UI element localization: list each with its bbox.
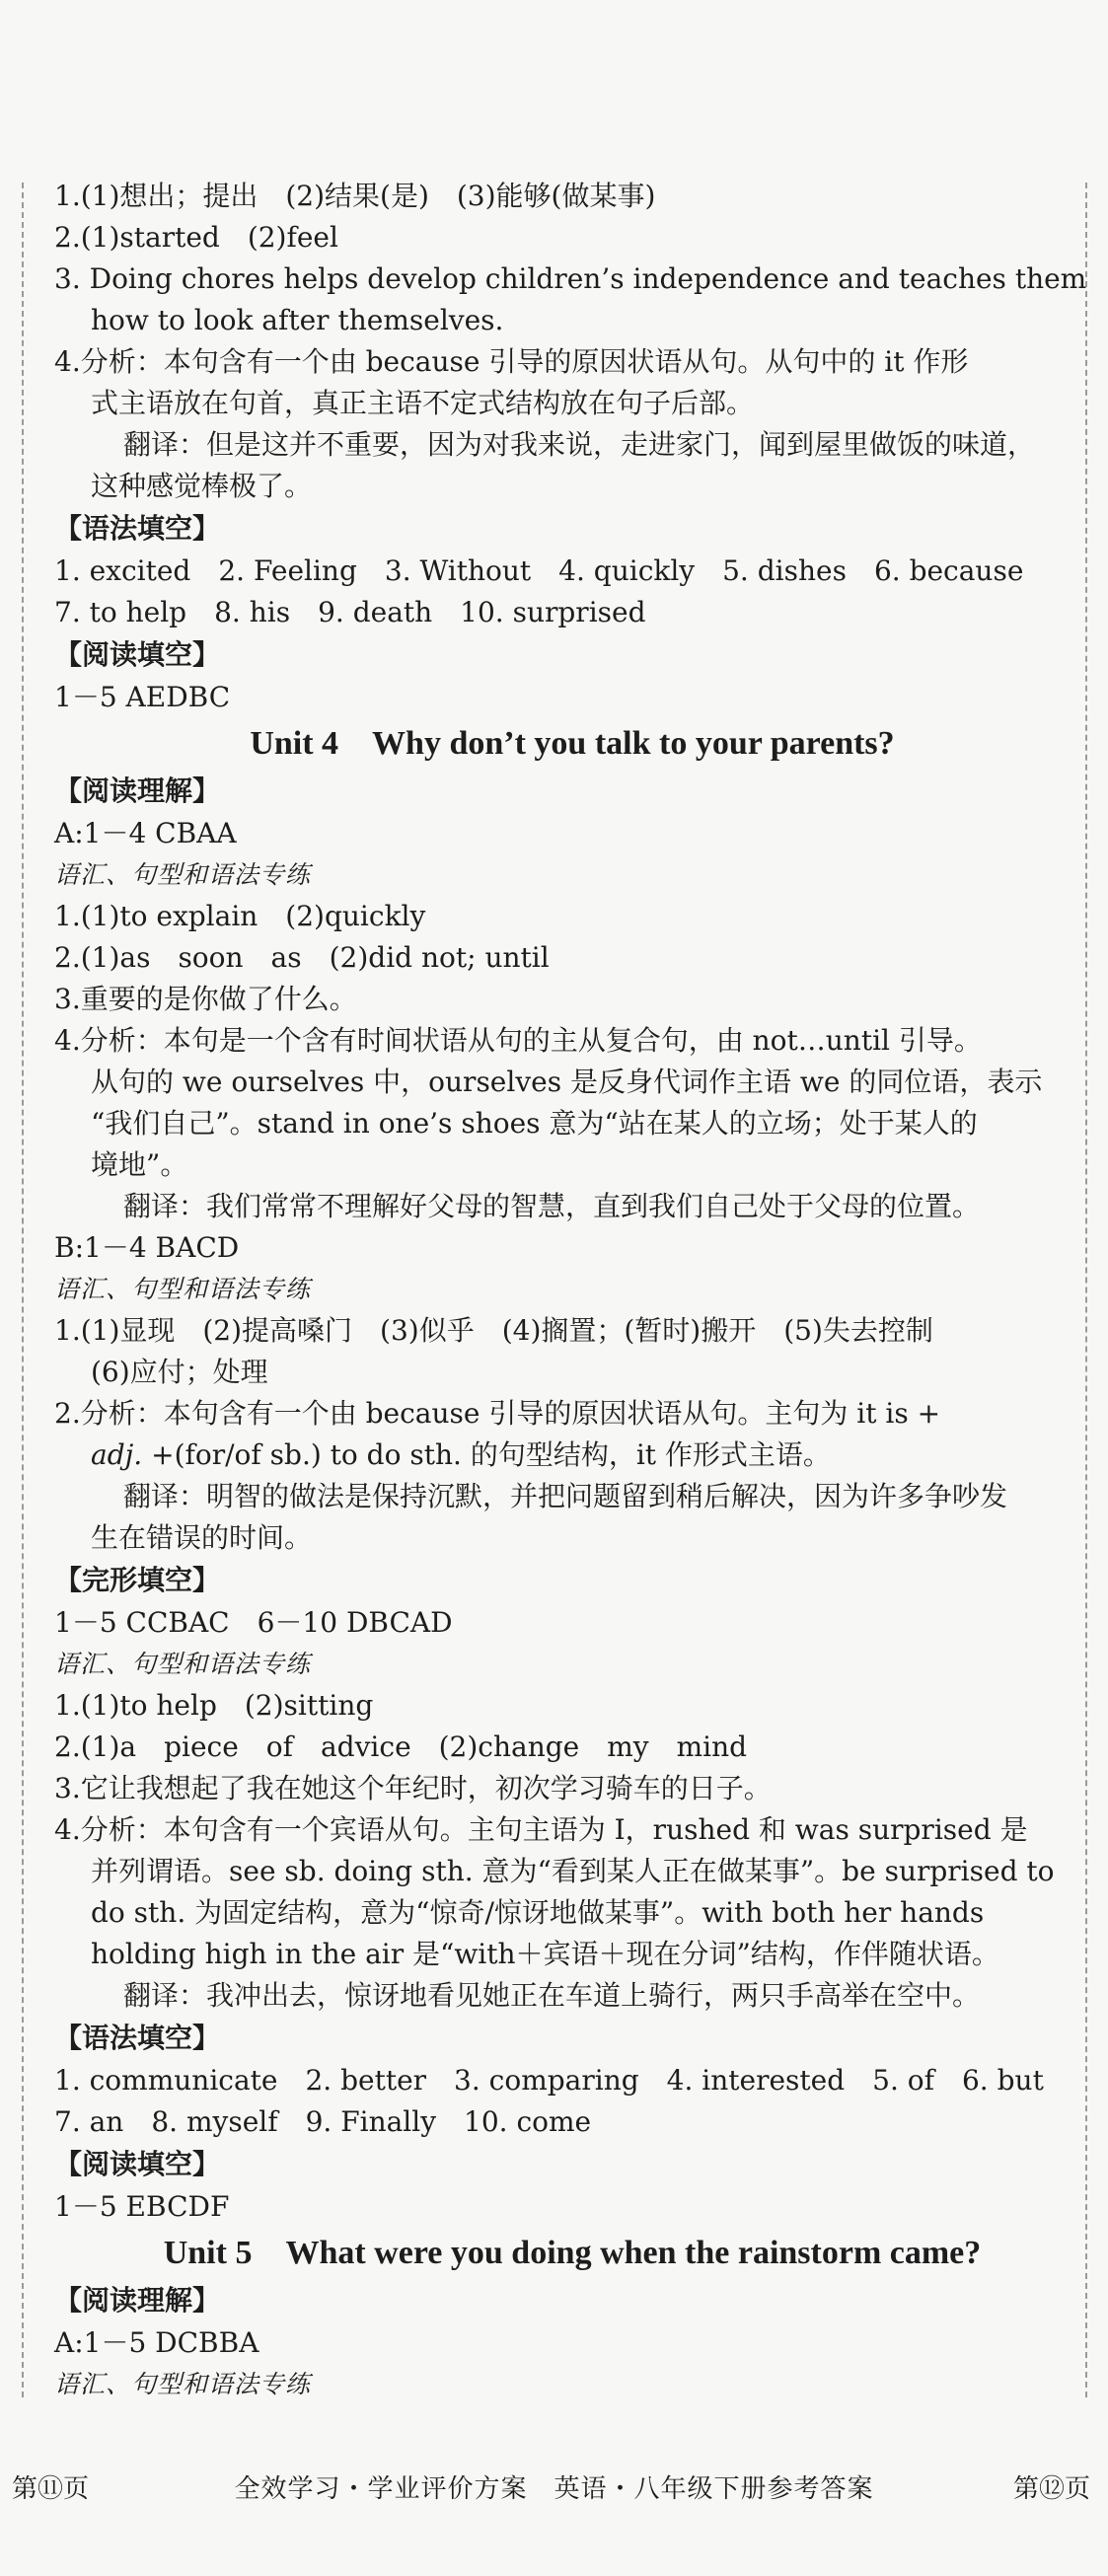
answer-line: (6)应付；处理 — [91, 1356, 268, 1388]
answer-line: “我们自己”。stand in one’s shoes 意为“站在某人的立场；处于某人的 — [91, 1107, 978, 1140]
answer-line: 1.(1)想出；提出 (2)结果(是) (3)能够(做某事) — [54, 180, 656, 212]
page-footer — [0, 2459, 1108, 2518]
translation-line: 这种感觉棒极了。 — [91, 470, 313, 502]
section-heading: 【阅读填空】 — [54, 638, 221, 671]
answer-line: 1.(1)to help (2)sitting — [54, 1689, 374, 1722]
subsection-heading: 语汇、句型和语法专练 — [54, 2370, 312, 2398]
translation-line: 翻译：但是这并不重要，因为对我来说，走进家门，闻到屋里做饭的味道， — [123, 428, 1036, 461]
section-heading: 【语法填空】 — [54, 512, 221, 545]
answer-line: do sth. 为固定结构，意为“惊奇/惊讶地做某事”。with both her hands — [91, 1896, 985, 1929]
answer-line: 1－5 CCBAC 6－10 DBCAD — [54, 1606, 453, 1639]
answer-line: how to look after themselves. — [91, 304, 504, 336]
unit-title: Unit 4 Why don’t you talk to your parents? — [250, 725, 895, 762]
page-number-right: 第⑫页 — [1012, 2474, 1090, 2504]
answer-line: 2.(1)as soon as (2)did not; until — [54, 941, 550, 974]
answer-line: 4.分析：本句含有一个宾语从句。主句主语为 I，rushed 和 was surprised 是 — [54, 1813, 1028, 1846]
subsection-heading: 语汇、句型和语法专练 — [54, 1650, 312, 1678]
answer-line: 2.(1)a piece of advice (2)change my mind — [54, 1730, 748, 1763]
answer-text: +(for/of sb.) to do sth. 的句型结构，it 作形式主语。 — [142, 1438, 831, 1471]
page-number-left: 第⑪页 — [12, 2474, 90, 2504]
section-heading: 【阅读理解】 — [54, 774, 221, 807]
section-heading: 【完形填空】 — [54, 1564, 221, 1596]
answer-line: holding high in the air 是“with＋宾语＋现在分词”结构，作伴随状语。 — [91, 1938, 999, 1970]
right-cut-line — [1085, 183, 1087, 2397]
answer-line: A:1－5 DCBBA — [54, 2326, 259, 2359]
answer-line: 式主语放在句首，真正主语不定式结构放在句子后部。 — [91, 387, 755, 419]
answer-line — [54, 1435, 1051, 1476]
answer-line: B:1－4 BACD — [54, 1231, 240, 1264]
answer-line: 1－5 AEDBC — [54, 681, 231, 713]
answer-content — [54, 176, 1087, 2405]
answer-line: 1. communicate 2. better 3. comparing 4. interested 5. of 6. but — [54, 2064, 1044, 2097]
italic-term: adj. — [91, 1438, 143, 1471]
translation-line: 翻译：我冲出去，惊讶地看见她正在车道上骑行，两只手高举在空中。 — [123, 1979, 981, 2012]
answer-line: 3. Doing chores helps develop children’s independence and teaches them — [54, 262, 1087, 295]
subsection-heading: 语汇、句型和语法专练 — [54, 1275, 312, 1303]
answer-line: 1.(1)to explain (2)quickly — [54, 900, 426, 932]
section-heading: 【阅读理解】 — [54, 2284, 221, 2317]
footer-title: 全效学习・学业评价方案 英语・八年级下册参考答案 — [234, 2474, 874, 2504]
subsection-heading: 语汇、句型和语法专练 — [54, 860, 312, 889]
answer-line: 3.它让我想起了我在她这个年纪时，初次学习骑车的日子。 — [54, 1772, 772, 1804]
unit-title: Unit 5 What were you doing when the rainstorm came? — [163, 2235, 982, 2271]
left-cut-line — [22, 183, 24, 2397]
answer-line: 7. an 8. myself 9. Finally 10. come — [54, 2105, 592, 2138]
answer-line: 3.重要的是你做了什么。 — [54, 983, 357, 1015]
answer-line: 2.分析：本句含有一个由 because 引导的原因状语从句。主句为 it is + — [54, 1397, 941, 1430]
translation-line: 翻译：明智的做法是保持沉默，并把问题留到稍后解决，因为许多争吵发 — [123, 1480, 1008, 1512]
section-heading: 【语法填空】 — [54, 2022, 221, 2054]
translation-line: 翻译：我们常常不理解好父母的智慧，直到我们自己处于父母的位置。 — [123, 1190, 981, 1222]
translation-line: 生在错误的时间。 — [91, 1521, 313, 1554]
answer-line: 1.(1)显现 (2)提高嗓门 (3)似乎 (4)搁置；(暂时)搬开 (5)失去控制 — [54, 1314, 933, 1347]
answer-line: 4.分析：本句是一个含有时间状语从句的主从复合句，由 not…until 引导。 — [54, 1024, 982, 1057]
answer-line: 从句的 we ourselves 中，ourselves 是反身代词作主语 we 的同位语，表示 — [91, 1066, 1043, 1098]
answer-line: 7. to help 8. his 9. death 10. surprised — [54, 596, 646, 628]
answer-line: 1－5 EBCDF — [54, 2190, 230, 2223]
answer-line: 1. excited 2. Feeling 3. Without 4. quickly 5. dishes 6. because — [54, 554, 1024, 587]
answer-line: A:1－4 CBAA — [54, 817, 237, 849]
answer-line: 并列谓语。see sb. doing sth. 意为“看到某人正在做某事”。be surprised to — [91, 1855, 1055, 1887]
answer-line: 2.(1)started (2)feel — [54, 221, 338, 254]
answer-line: 境地”。 — [91, 1148, 188, 1181]
section-heading: 【阅读填空】 — [54, 2148, 221, 2180]
answer-line: 4.分析：本句含有一个由 because 引导的原因状语从句。从句中的 it 作形 — [54, 345, 969, 378]
